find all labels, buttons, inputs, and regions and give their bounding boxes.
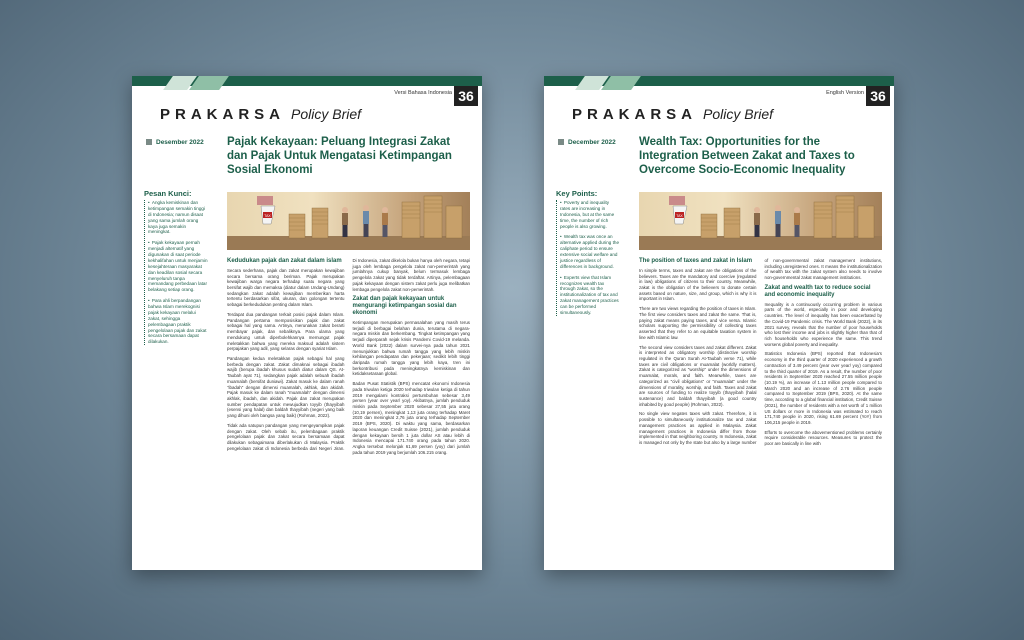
issue-number: 36: [454, 86, 478, 106]
key-point-item: • Angka kemiskinan dan ketimpangan semakin tinggi di Indonesia; namun disaat yang sama jumlah orang kaya juga semakin meningkat.: [148, 200, 205, 235]
policy-brief-page-english: [544, 76, 894, 570]
bullet-icon: •: [148, 298, 151, 304]
section-heading: The position of taxes and zakat in Islam: [639, 258, 753, 264]
key-points-title: Pesan Kunci:: [144, 189, 192, 198]
section-heading: Zakat dan pajak kekayaan untuk mengurangi ketimpangan sosial dan ekonomi: [352, 296, 457, 317]
key-points-sidebar: [556, 189, 620, 321]
paragraph: In simple terms, taxes and zakat are the obligations of the believers. Taxes are the mandatory and coercive (regulated in law) obligations of citizens to their country. Meanwhile, zakat is the obligation of the believers to donate certain assets based on nature, size, and group, which is why it is important in Islam.: [639, 267, 757, 302]
key-point-item: • Experts view that Islam recognizes wealth tax through zakat, so the institutionalization of tax and zakat management practices can be performed simultaneously.: [560, 274, 619, 315]
paragraph: There are two views regarding the position of taxes in Islam. The first view considers taxes and zakat the same. That is, paying zakat means paying taxes, and vice versa. Islamic scholars supporting the permissibility of collecting taxes asserted that they refer to an equitable taxation system in line with Islamic law.: [639, 306, 757, 340]
date-text: December 2022: [568, 139, 616, 146]
brand-logo: [572, 106, 773, 123]
paragraph: Tidak ada satupun pandangan yang mengeyampikan pajak dengan zakat. Oleh sebab itu, pelembagaan praktik pengelolaan pajak dan zakat secara bersamaan dapat dilakukan sebagaimana diberlakukan di Malaysia. Praktik pengelolaan zakat di Indonesia berbeda dari Negeri Jiran. Di Indonesia, zakat dikelola bukan hanya oleh negara, tetapi juga oleh lembaga pengelola zakat non-pemerintah yang jumlahnya cukup banyak, belum termasuk lembaga pengelola zakat yang tidak terdaftar. Artinya, pelembagaan pajak kekayaan dengan sistem zakat perlu juga melibatkan lembaga pengelola zakat non-pemerintah.: [227, 258, 470, 451]
date-text: Desember 2022: [156, 139, 204, 146]
key-points-list: [556, 200, 620, 316]
key-points-sidebar: [144, 189, 208, 350]
version-label: Versi Bahasa Indonesia: [394, 90, 452, 96]
date-square-icon: [558, 139, 564, 145]
paragraph: Pandangan kedua meletakkan pajak sebagai hal yang berbeda dengan zakat. Zakat dimaknai sebagai ibadah wajib (berupa ibadah khusus sudah diatur dalam QS. At-Taubah ayat 71), sedangkan pajak adalah sebuah ibadah muamalah (bersifat duniawi). Zakat masuk ke dalam ranah "ibadah" dengan dimensi muamalah, akhlak, dan akidah. Pajak masuk ke dalam ranah "muamalah" dengan dimensi akhlak, ibadah, dan akidah. Pajak dan zakat merupakan sumber pendapatan untuk mewujudkan toyyib (thayyibah (esensi yang halal) dan baldah thayyibah (negeri yang baik yang dihuni oleh bangsa yang baik) (Rohman, 2022).: [227, 355, 345, 419]
key-point-item: • Pajak kekayaan pernah menjadi alternatif yang digunakan di saat periode kekhalifahan untuk menjamin kesejahteraan masyarakat dan keadilan sosial secara menyeluruh tanpa memandang perbedaan latar belakang setiap orang.: [148, 240, 208, 293]
page-title: Wealth Tax: Opportunities for the Integration Between Zakat and Taxes to Overcome Socio-Economic Inequality: [639, 136, 855, 176]
key-point-item: • Poverty and inequality rates are increasing in Indonesia, but at the same time, the number of rich people is also growing.: [560, 200, 615, 229]
issue-number: 36: [866, 86, 890, 106]
paragraph: Efforts to overcome the abovementioned problems certainly require considerable resources. Measures to protect the poor are basically in line with: [764, 429, 882, 447]
brand-suffix: Policy Brief: [291, 106, 362, 122]
paragraph: Statistics Indonesia (BPS) reported that Indonesia's economy in the third quarter of 2020 experienced a growth contraction of 3.49 percent (year over year/ yoy) compared to the third quarter of 2019. As a result, the number of poor residents in September 2020 reached 27.55 million people (10.19 %), an increase of 1.13 million people compared to March 2020 and an increase of 2.76 million people compared to September 2019 (BPS, 2020). At the same time, according to a global financial institution, Credit Suisse (2021), the number of residents with a net worth of 1 million US dollars or more in Indonesia was estimated to reach 171,740 people in 2020, rising 61.69 percent (YoY) from 106,215 people in 2019.: [764, 351, 882, 426]
paragraph: No single view negates taxes with zakat. Therefore, it is possible to simultaneously institutionalize tax and zakat management practices as applied in Malaysia. Zakat management practices in Indonesia differ from those implemented in that neighboring country. In Indonesia, zakat is managed not only by the state but also by a large number of non-governmental zakat management institutions, including unregistered ones. It means the institutionalization of wealth tax with the zakat system also needs to involve non-governmental zakat management institutions.: [639, 258, 882, 446]
brand-name: PRAKARSA: [572, 106, 698, 123]
key-point-item: • Wealth tax was once an alternative applied during the caliphate period to ensure extensive social welfare and justice regardless of differences in background.: [560, 234, 619, 269]
photo-illustration: [227, 192, 470, 250]
publication-date: [558, 139, 616, 146]
photo-illustration: [639, 192, 882, 250]
section-heading: Kedudukan pajak dan zakat dalam islam: [227, 258, 342, 264]
coins-and-figures-photo: [639, 192, 882, 250]
brand-logo: [160, 106, 361, 123]
page-title: Pajak Kekayaan: Peluang Integrasi Zakat dan Pajak Untuk Mengatasi Ketimpangan Sosial Ekonomi: [227, 136, 452, 176]
bullet-icon: •: [560, 234, 563, 240]
article-body: [227, 258, 470, 558]
publication-date: [146, 139, 204, 146]
bullet-icon: •: [560, 274, 563, 280]
key-points-list: [144, 200, 208, 345]
paragraph: Badan Pusat Statistik (BPS) mencatat ekonomi Indonesia pada triwulan ketiga 2020 terhadap triwulan ketiga di tahun 2019 mengalami kontraksi pertumbuhan sebesar 3,49 persen (year over year/ yoy). Akibatnya, jumlah penduduk miskin pada September 2020 sebesar 27,55 juta orang (10,19 persen), meningkat 1,13 juta orang terhadap Maret 2020 dan meningkat 2,76 juta orang terhadap September 2019 (BPS, 2020). Di waktu yang sama, berdasarkan laporan keuangan Credit Suisse (2021), jumlah penduduk dengan kekayaan bersih 1 juta dollar AS atau lebih di Indonesia mencapai 171.740 orang pada tahun 2020. Angka tersebut melonjak 61,69 persen (yoy) dari jumlah pada tahun 2019 yang berjumlah 106.215 orang.: [352, 381, 470, 455]
article-body: [639, 258, 882, 558]
date-square-icon: [146, 139, 152, 145]
key-point-item: • Para ahli berpandangan bahwa Islam merekognisi pajak kekayaan melalui zakat, sehingga pelembagaan praktik pengelolaan pajak dan zakat secara bersamaan dapat dilakukan.: [148, 298, 207, 345]
bullet-icon: •: [560, 200, 563, 205]
paragraph: Secara sederhana, pajak dan zakat merupakan kewajiban secara bersama orang beriman. Pajak merupakan kewajiban warga negara terhadap suatu negara yang bersifat wajib dan memaksa (diatur dalam Undang-Undang) sedangkan zakat adalah kewajiban memberikan harta tertentu berdasarkan sifat, ukuran, dan golongan tertentu sebagai berkedudukan penting dalam Islam.: [227, 267, 345, 308]
bullet-icon: •: [148, 240, 151, 246]
section-heading: Zakat and wealth tax to reduce social and economic inequality: [764, 284, 871, 298]
key-points-title: Key Points:: [556, 189, 598, 198]
brand-suffix: Policy Brief: [703, 106, 774, 122]
brand-name: PRAKARSA: [160, 106, 286, 123]
paragraph: Terdapat dua pandangan terkait posisi pajak dalam Islam. Pandangan pertama memposisikan pajak dan zakat sebagai hal yang sama. Artinya, merunakan zakat berarti membayar pajak, dan sebaliknya. Para ulama yang mendukung untuk diperbolehkannya memungut pajak meletakkan bahwa yang mereka maksud adalah sistem perpajakan yang adil, yang selaras dengan syariat Islam.: [227, 311, 345, 352]
paragraph: Ketimpangan merupakan permasalahan yang masih terus terjadi di berbagai belahan dunia, terutama di negara-negara miskin dan berkembang. Tingkat ketimpangan yang terjadi diperparah sejak krisis Pandemi Covid-19 melanda. World Bank (2022) dalam survei-nya pada tahun 2021 menunjukkan bahwa rumah tangga yang lebih miskin kehilangan pendapatan dan pekerjaan; sedikit lebih tinggi daripada rumah tangga yang lebih kaya, tren ini berkontribusi pada meningkatnya kemiskinan dan ketidaksetaraan global.: [352, 319, 470, 377]
paragraph: The second view considers taxes and zakat different. Zakat is interpreted as obligatory worship (distinctive worship regulated in the Quran Surah At-Taubah verse 71), while taxes are civil obligations or muamalat (worldly matters). Zakat is categorized as "worship" under the dimensions of muamalat, morals, and faith. Meanwhile, taxes are categorized as "civil obligations" or "muamalat" under the dimensions of morality, worship, and faith. Taxes and zakat are sources of funding to realize toyyib (thayyibah (halal sustenance) and baldah thayyibah (a good country inhabited by good people) (Rohman, 2022).: [639, 344, 757, 407]
tax-tag-text: TAX: [264, 214, 271, 218]
tax-tag-text: TAX: [676, 214, 683, 218]
coins-and-figures-photo: [227, 192, 470, 250]
paragraph: Inequality is a continuously occurring problem in various parts of the world, especially in poor and developing countries. The level of inequality has been exacerbated by the Covid-19 Pandemic crisis. The World Bank (2022), in its 2021 survey, reveals that the number of poor households who lost their income and jobs is slightly higher than that of rich households who experience the same. This trend worsens global poverty and inequality.: [764, 301, 882, 347]
policy-brief-page-indonesian: [132, 76, 482, 570]
version-label: English Version: [826, 90, 864, 96]
bullet-icon: •: [148, 200, 151, 205]
